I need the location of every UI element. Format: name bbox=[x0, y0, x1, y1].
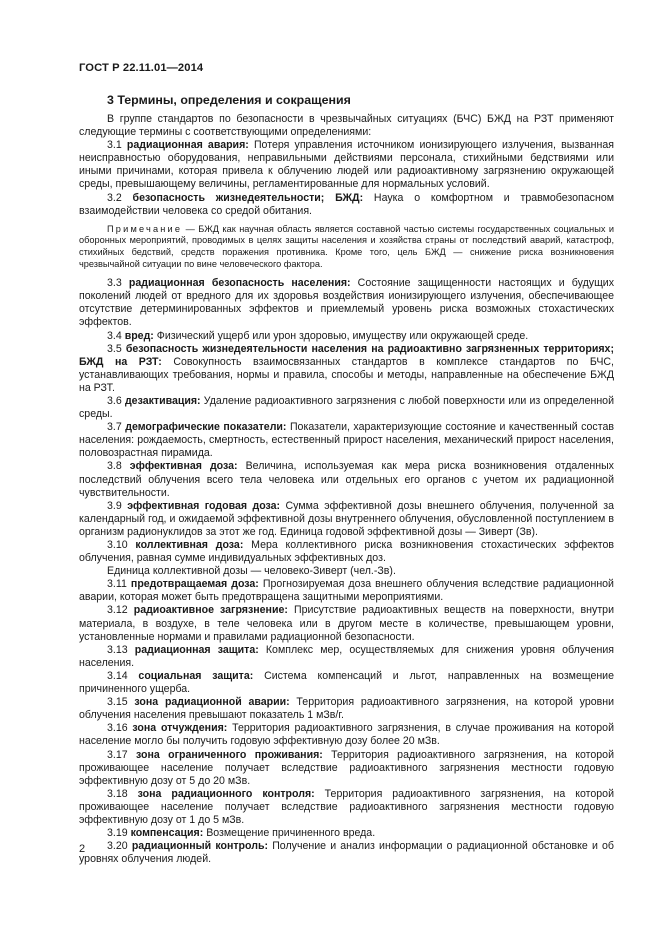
term-entry bbox=[79, 500, 614, 539]
term-definition: Получение и анализ информации о радиационной обстановке и об уровнях облучения людей. bbox=[79, 840, 614, 866]
term-name: демографические показатели: bbox=[125, 421, 287, 434]
term-entry bbox=[79, 421, 614, 460]
term-number: 3.20 bbox=[107, 840, 128, 853]
term-name: радиационная защита: bbox=[134, 643, 259, 656]
term-definition: Показатели, характеризующие состояние и качественный состав населения: рождаемость, смертность, естественный прирост населения, механический прирост населения, половозрастная пирамида. bbox=[79, 421, 614, 460]
term-name: зона ограниченного проживания: bbox=[136, 748, 323, 761]
term-entry bbox=[79, 330, 614, 343]
collective-dose-unit-line: Единица коллективной дозы — человеко-Зиверт (чел.-Зв). bbox=[107, 565, 396, 578]
document-body bbox=[79, 93, 614, 866]
term-number: 3.5 bbox=[107, 342, 122, 355]
section-title: 3 Термины, определения и сокращения bbox=[107, 93, 351, 107]
document-code-header: ГОСТ Р 22.11.01—2014 bbox=[79, 62, 204, 74]
term-definition: Прогнозируемая доза внешнего облучения вследствие радиационной аварии, которая может быть предотвращена защитными мероприятиями. bbox=[79, 578, 614, 604]
term-list-b bbox=[79, 277, 614, 565]
term-entry bbox=[79, 139, 614, 191]
term-entry bbox=[79, 192, 614, 218]
term-number: 3.3 bbox=[107, 277, 122, 290]
note-dash: — bbox=[182, 223, 199, 234]
term-definition: Сумма эффективной дозы внешнего облучения, полученной за календарный год, и ожидаемой эффективной дозы внутреннего облучения, обусловленной поступлением в организм радионуклидов за этот же год. Единица годовой эффективной дозы — Зиверт (Зв). bbox=[79, 499, 614, 538]
term-name: зона отчуждения: bbox=[132, 722, 228, 735]
term-number: 3.17 bbox=[107, 748, 128, 761]
term-name: радиационная авария: bbox=[126, 139, 249, 152]
term-definition: Территория радиоактивного загрязнения, в случае проживания на которой население могло бы получить годовую эффективную дозу более 20 мЗв. bbox=[79, 722, 614, 748]
term-name: дезактивация: bbox=[124, 394, 201, 407]
term-definition: Возмещение причиненного вреда. bbox=[203, 827, 376, 840]
term-entry bbox=[79, 460, 614, 499]
term-name: радиационный контроль: bbox=[131, 840, 269, 853]
term-number: 3.15 bbox=[107, 696, 128, 709]
term-name: компенсация: bbox=[130, 827, 204, 840]
term-definition: Территория радиоактивного загрязнения, на которой проживающее население получает вследствие радиоактивного загрязнения местности годовую эффективную дозу от 5 до 20 мЗв. bbox=[79, 748, 614, 787]
term-definition: Совокупность взаимосвязанных стандартов в комплексе стандартов по БЧС, устанавливающих требования, нормы и правила, способы и методы, направленные на обеспечение БЖД на РЗТ. bbox=[79, 355, 614, 394]
term-definition: Присутствие радиоактивных веществ на поверхности, внутри материала, в воздухе, в теле человека или в другом месте в количестве, превышающем уровни, установленные нормами и правилами радиационной безопасности. bbox=[79, 604, 614, 643]
term-name: безопасность жизнедеятельности; БЖД: bbox=[132, 191, 364, 204]
term-number: 3.16 bbox=[107, 722, 128, 735]
term-definition: Потеря управления источником ионизирующего излучения, вызванная неисправностью оборудования, неправильными действиями персонала, стихийными бедствиями или иными причинами, которая привела к облучению людей или радиоактивному загрязнению окружающей среды, превышающему величины, регламентированные для нормальных условий. bbox=[79, 139, 614, 191]
term-number: 3.2 bbox=[107, 191, 122, 204]
term-entry bbox=[79, 277, 614, 329]
term-entry bbox=[79, 604, 614, 643]
term-entry bbox=[79, 722, 614, 748]
term-definition: Система компенсаций и льгот, направленных на возмещение причиненного ущерба. bbox=[79, 669, 614, 696]
term-entry bbox=[79, 539, 614, 565]
term-name: безопасность жизнедеятельности населения на радиоактивно загрязненных территориях; БЖД на РЗТ: bbox=[79, 342, 614, 368]
term-entry bbox=[79, 788, 614, 827]
term-definition: Территория радиоактивного загрязнения, на которой проживающее население получает вследствие радиоактивного загрязнения местности годовую эффективную дозу от 1 до 5 мЗв. bbox=[79, 787, 614, 826]
term-entry bbox=[79, 827, 614, 840]
term-number: 3.4 bbox=[107, 329, 122, 342]
term-number: 3.11 bbox=[107, 578, 127, 591]
term-definition: Мера коллективного риска возникновения стохастических эффектов облучения, равная сумме индивидуальных эффективных доз. bbox=[79, 539, 614, 565]
term-name: зона радиационной аварии: bbox=[134, 696, 290, 709]
term-number: 3.10 bbox=[107, 539, 128, 551]
term-name: социальная защита: bbox=[138, 669, 254, 682]
term-definition: Наука о комфортном и травмобезопасном взаимодействии человека со средой обитания. bbox=[79, 191, 614, 217]
term-entry bbox=[79, 696, 614, 722]
term-number: 3.9 bbox=[107, 499, 122, 512]
page-number: 2 bbox=[79, 843, 86, 855]
term-number: 3.7 bbox=[107, 421, 122, 434]
term-entry bbox=[79, 578, 614, 604]
term-list-a bbox=[79, 139, 614, 218]
note-paragraph bbox=[79, 224, 614, 270]
term-number: 3.12 bbox=[107, 604, 128, 617]
term-entry bbox=[79, 670, 614, 696]
term-number: 3.13 bbox=[107, 643, 128, 656]
term-name: вред: bbox=[124, 329, 154, 342]
term-name: эффективная доза: bbox=[129, 460, 238, 473]
term-entry bbox=[79, 395, 614, 421]
term-number: 3.8 bbox=[107, 460, 122, 473]
term-number: 3.18 bbox=[107, 787, 128, 800]
intro-paragraph: В группе стандартов по безопасности в чрезвычайных ситуациях (БЧС) БЖД на РЗТ применяют следующие термины с соответствующими определениями: bbox=[79, 113, 614, 139]
term-entry bbox=[79, 749, 614, 788]
term-number: 3.19 bbox=[107, 827, 128, 840]
term-definition: Состояние защищенности настоящих и будущих поколений людей от вредного для их здоровья воздействия ионизирующего излучения, обеспечивающее отсутствие детерминированных эффектов и приемлемый уровень риска возможных стохастических эффектов. bbox=[79, 277, 614, 329]
term-number: 3.14 bbox=[107, 669, 128, 682]
term-name: эффективная годовая доза: bbox=[127, 499, 281, 512]
term-number: 3.1 bbox=[107, 139, 122, 152]
term-name: радиационная безопасность населения: bbox=[128, 277, 351, 290]
term-name: зона радиационного контроля: bbox=[137, 787, 315, 800]
term-name: радиоактивное загрязнение: bbox=[133, 604, 288, 617]
term-entry bbox=[79, 840, 614, 866]
note-text: БЖД как научная область является составной частью системы государственных социальных и оборонных мероприятий, проводимых в целях защиты населения и хозяйства страны от последствий аварий, катастроф, стихийных бедствий, средств поражения противника. Кроме того, цель БЖД — снижение риска возникновения чрезвычайной ситуации по вине человеческого фактора. bbox=[79, 223, 615, 269]
term-definition: Величина, используемая как мера риска возникновения отдаленных последствий облучения всего тела человека или отдельных его органов с учетом их радиационной чувствительности. bbox=[79, 460, 614, 499]
term-number: 3.6 bbox=[107, 394, 122, 407]
term-definition: Удаление радиоактивного загрязнения с любой поверхности или из определенной среды. bbox=[79, 394, 614, 421]
term-entry bbox=[79, 343, 614, 395]
term-definition: Территория радиоактивного загрязнения, на которой уровни облучения населения превышают показатель 1 мЗв/г. bbox=[79, 696, 614, 722]
term-name: предотвращаемая доза: bbox=[130, 578, 259, 591]
term-entry bbox=[79, 644, 614, 670]
term-definition: Физический ущерб или урон здоровью, имуществу или окружающей среде. bbox=[153, 329, 529, 342]
term-name: коллективная доза: bbox=[135, 539, 244, 551]
term-definition: Комплекс мер, осуществляемых для снижения уровня облучения населения. bbox=[79, 643, 614, 669]
term-list-c bbox=[79, 578, 614, 866]
note-label: Примечание bbox=[107, 223, 183, 234]
